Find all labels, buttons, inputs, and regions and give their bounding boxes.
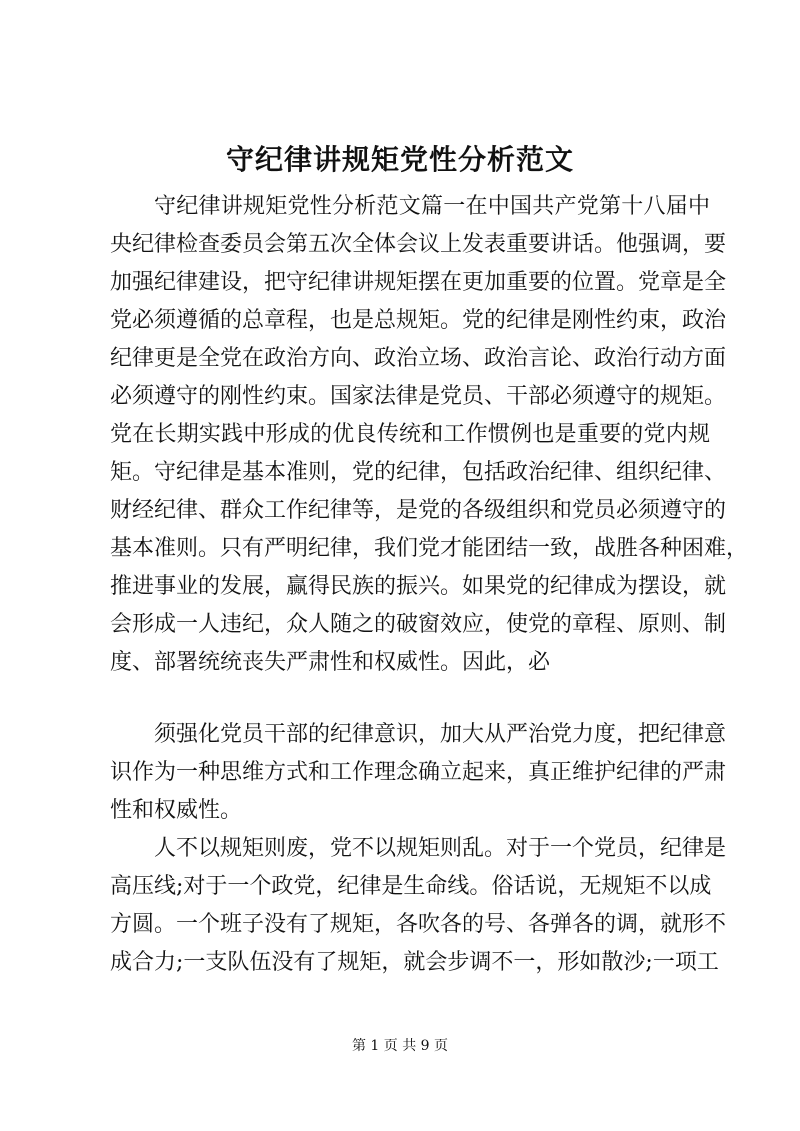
paragraph-line: 加强纪律建设，把守纪律讲规矩摆在更加重要的位置。党章是全 xyxy=(110,270,727,295)
paragraph-line: 守纪律讲规矩党性分析范文篇一在中国共产党第十八届中 xyxy=(154,194,710,219)
paragraph-line: 央纪律检查委员会第五次全体会议上发表重要讲话。他强调，要 xyxy=(110,232,727,257)
paragraph-line: 性和权威性。 xyxy=(110,798,243,823)
paragraph-line: 成合力;一支队伍没有了规矩，就会步调不一，形如散沙;一项工 xyxy=(110,950,719,975)
paragraph-line: 矩。守纪律是基本准则，党的纪律，包括政治纪律、组织纪律、 xyxy=(110,460,727,485)
paragraph-line: 纪律更是全党在政治方向、政治立场、政治言论、政治行动方面 xyxy=(110,346,727,371)
paragraph-line: 会形成一人违纪，众人随之的破窗效应，使党的章程、原则、制 xyxy=(110,612,727,637)
paragraph-1 xyxy=(110,188,749,682)
paragraph-3 xyxy=(110,830,727,982)
paragraph-line: 必须遵守的刚性约束。国家法律是党员、干部必须遵守的规矩。 xyxy=(110,384,727,409)
paragraph-line: 党在长期实践中形成的优良传统和工作惯例也是重要的党内规 xyxy=(110,422,710,447)
paragraph-line: 识作为一种思维方式和工作理念确立起来，真正维护纪律的严肃 xyxy=(110,760,727,785)
paragraph-line: 基本准则。只有严明纪律，我们党才能团结一致，战胜各种困难， xyxy=(110,536,749,561)
paragraph-line: 人不以规矩则废，党不以规矩则乱。对于一个党员，纪律是 xyxy=(154,836,727,861)
paragraph-line: 度、部署统统丧失严肃性和权威性。因此，必 xyxy=(110,650,551,675)
paragraph-line: 高压线;对于一个政党，纪律是生命线。俗话说，无规矩不以成 xyxy=(110,874,712,899)
paragraph-2 xyxy=(110,716,727,830)
paragraph-line: 须强化党员干部的纪律意识，加大从严治党力度，把纪律意 xyxy=(154,722,727,747)
page-number-footer: 第 1 页 共 9 页 xyxy=(351,1038,449,1054)
document-title: 守纪律讲规矩党性分析范文 xyxy=(225,143,574,176)
paragraph-line: 方圆。一个班子没有了规矩，各吹各的号、各弹各的调，就形不 xyxy=(110,912,727,937)
paragraph-line: 党必须遵循的总章程，也是总规矩。党的纪律是刚性约束，政治 xyxy=(110,308,727,333)
paragraph-line: 推进事业的发展，赢得民族的振兴。如果党的纪律成为摆设，就 xyxy=(110,574,727,599)
paragraph-line: 财经纪律、群众工作纪律等，是党的各级组织和党员必须遵守的 xyxy=(110,498,727,523)
